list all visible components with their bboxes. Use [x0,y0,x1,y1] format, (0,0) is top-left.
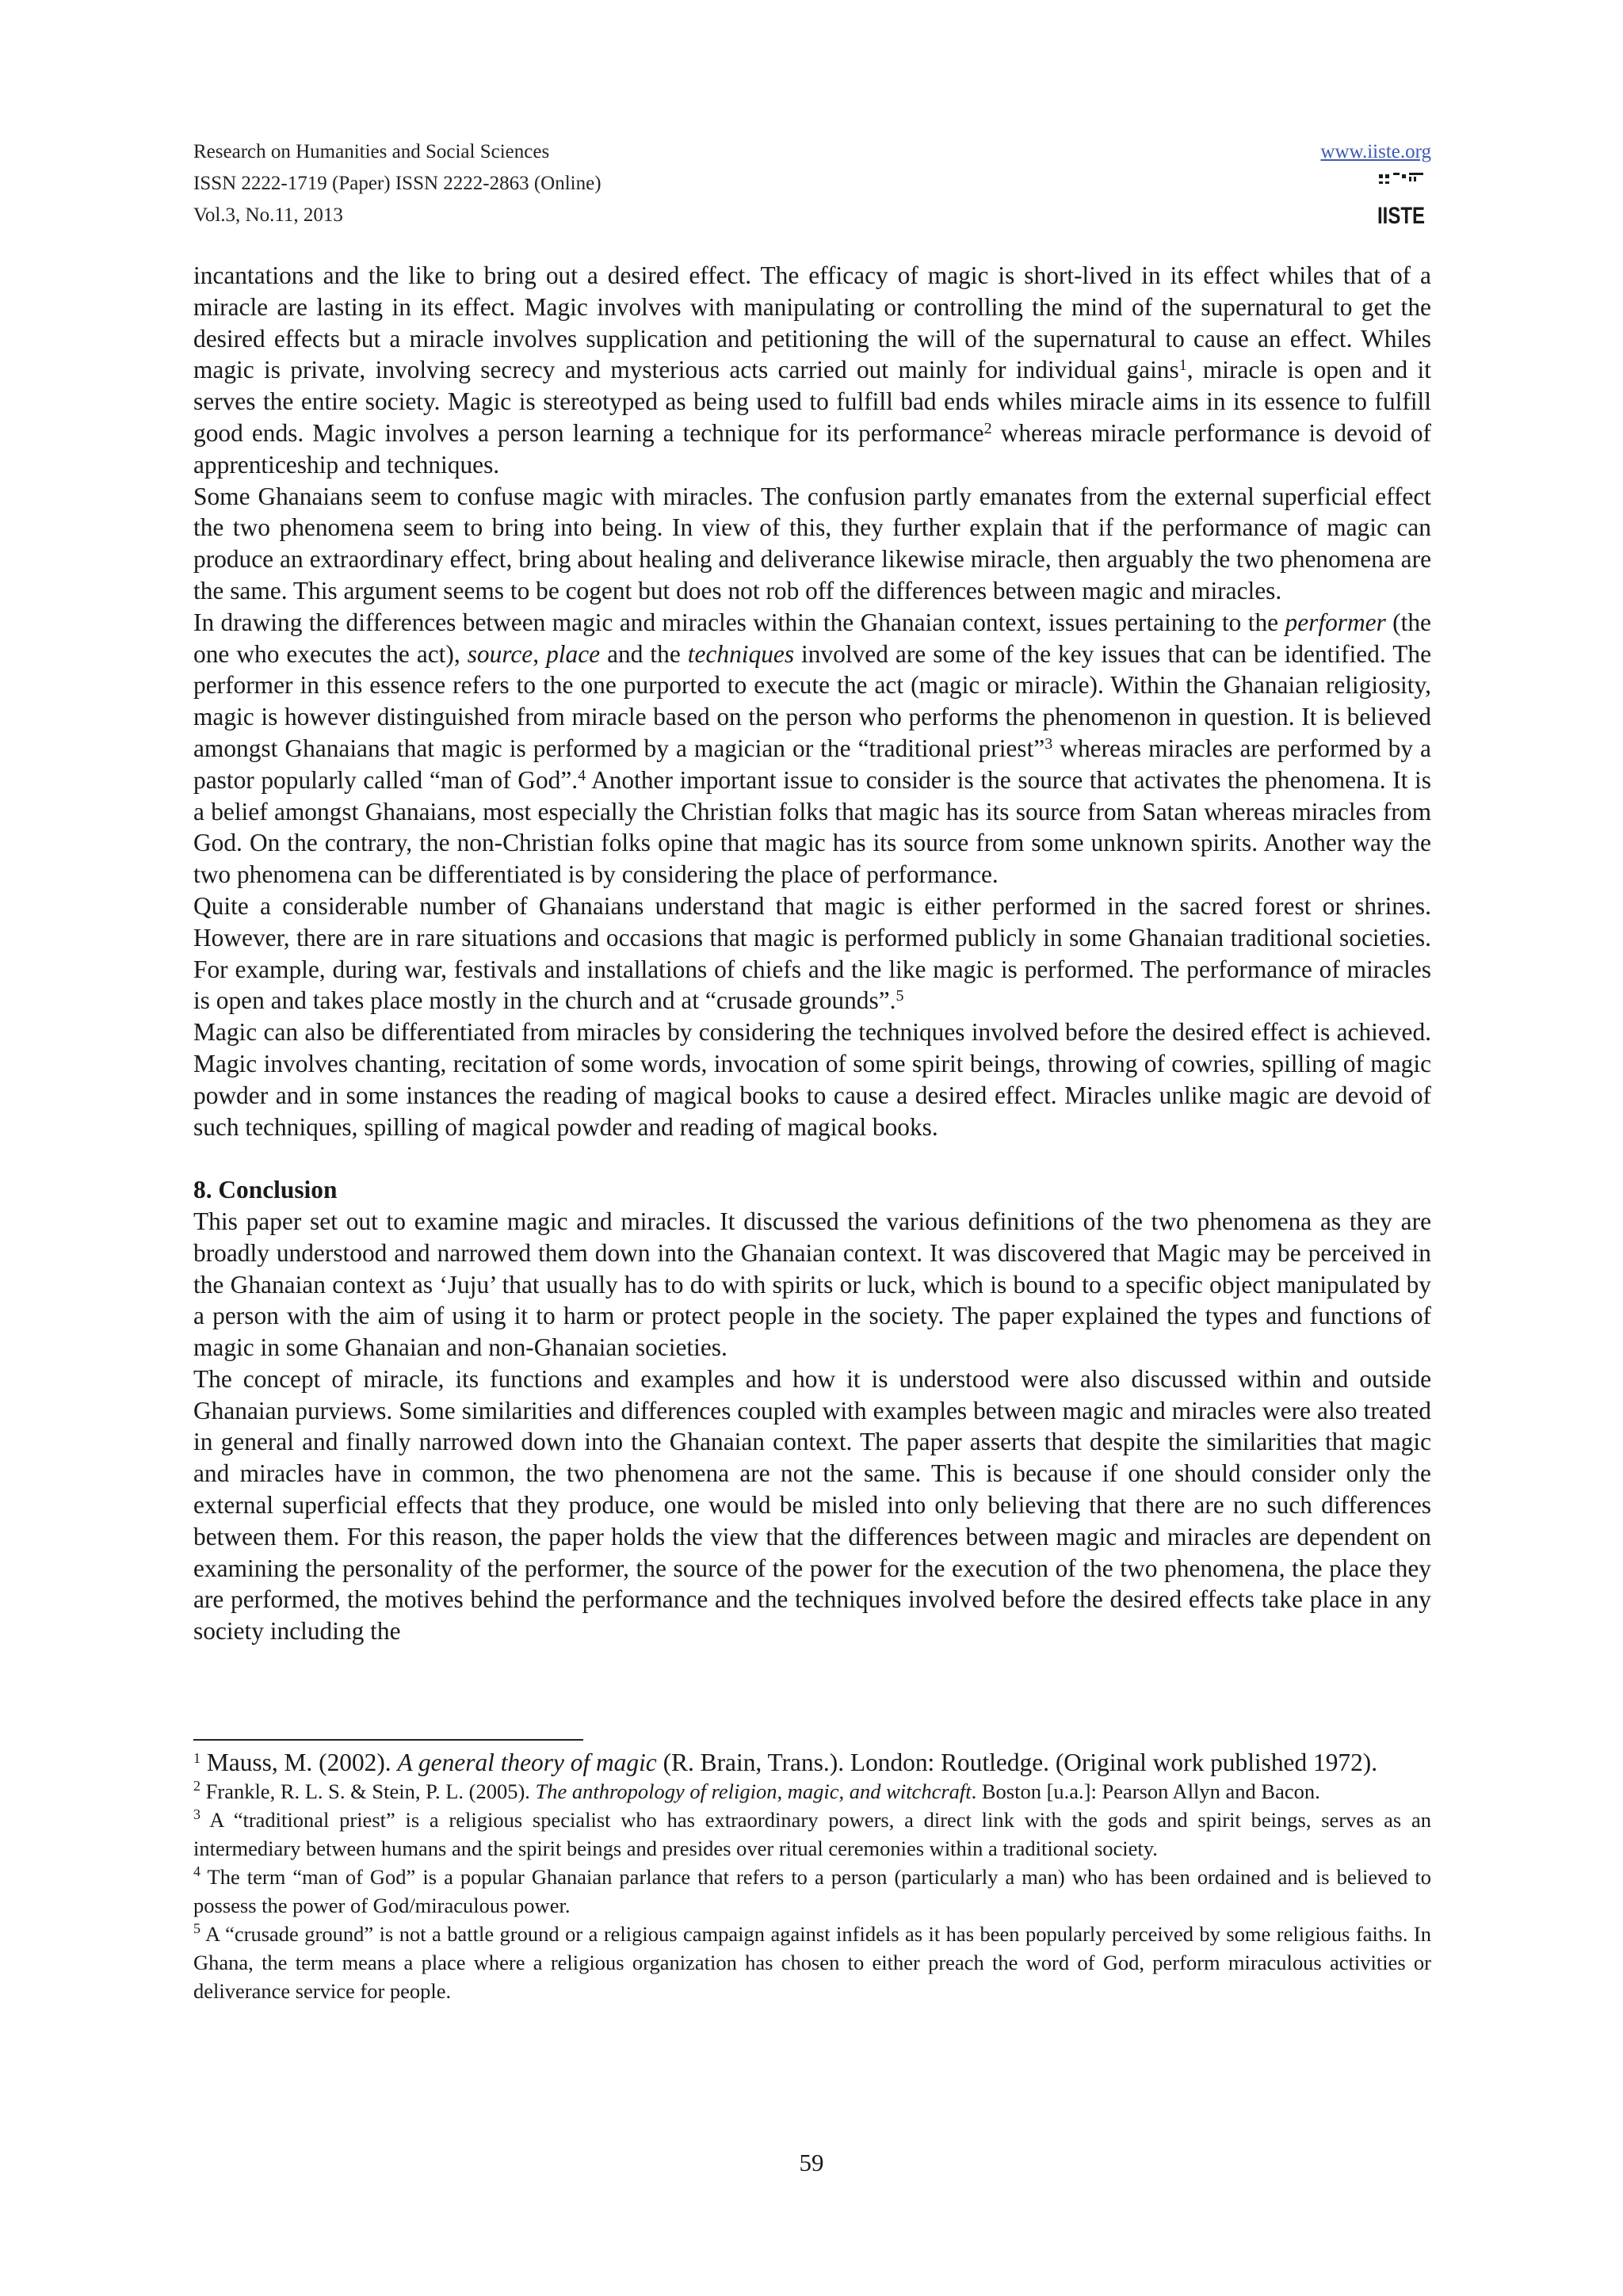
footnotes [193,1749,1431,2005]
journal-issn: ISSN 2222-1719 (Paper) ISSN 2222-2863 (Online) [193,173,601,194]
journal-volume: Vol.3, No.11, 2013 [193,204,343,226]
paragraph: Quite a considerable number of Ghanaians understand that magic is either performed in the sacred forest or shrines. However, there are in rare situations and occasions that magic is performed publicly in some Ghanaian traditional societies. For example, during war, festivals and installations of chiefs and the like magic is performed. The performance of miracles is open and takes place mostly in the church and at “crusade grounds”.$^5$ [193,891,1431,1015]
paragraph: Some Ghanaians seem to confuse magic with miracles. The confusion partly emanates from the external superficial effect the two phenomena seem to bring into being. In view of this, they further explain that if the performance of magic can produce an extraordinary effect, bring about healing and deliverance likewise miracle, then arguably the two phenomena are the same. This argument seems to be cogent but does not rob off the differences between magic and miracles. [193,482,1431,605]
journal-info [193,136,601,231]
website-link[interactable]: www.iiste.org [1320,141,1431,162]
paragraph: This paper set out to examine magic and miracles. It discussed the various definitions of the two phenomena as they are broadly understood and narrowed them down into the Ghanaian context. It was discovered that Magic may be perceived in the Ghanaian context as ‘Juju’ that usually has to do with spirits or luck, which is bound to a specific object manipulated by a person with the aim of using it to harm or protect people in the society. The paper explained the types and functions of magic in some Ghanaian and non-Ghanaian societies. [193,1207,1431,1362]
footnote-ref[interactable]: 5 [896,987,904,1005]
logo-wordmark: IISTE [1377,203,1425,229]
footnote-ref[interactable]: 2 [983,419,992,437]
footnote: $^5$ A “crusade ground” is not a battle ground or a religious campaign against infidels as it has been popularly perceived by some religious faiths. In Ghana, the term means a place where a religious organization has chosen to either preach the word of God, perform miraculous activities or deliverance service for people. [193,1920,1431,2003]
footnote: $^3$ A “traditional priest” is a religious specialist who has extraordinary powers, a direct link with the gods and spirit beings, serves as an intermediary between humans and the spirit beings and presides over ritual ceremonies within a traditional society. [193,1806,1431,1860]
footnote: $^1$ Mauss, M. (2002). A general theory of magic (R. Brain, Trans.). London: Routledge. (Original work published 1972). [193,1749,1378,1776]
paragraph: In drawing the differences between magic and miracles within the Ghanaian context, issues pertaining to the performer (the one who executes the act), source, place and the techniques involved are some of the key issues that can be identified. The performer in this essence refers to the one purported to execute the act (magic or miracle). Within the Ghanaian religiosity, magic is however distinguished from miracle based on the person who performs the phenomenon in question. It is believed amongst Ghanaians that magic is performed by a magician or the “traditional priest”$^3$ whereas miracles are performed by a pastor popularly called “man of God”.$^4$ Another important issue to consider is the source that activates the phenomena. It is a belief amongst Ghanaians, most especially the Christian folks that magic has its source from Satan whereas miracles from God. On the contrary, the non-Christian folks opine that magic has its source from some unknown spirits. Another way the two phenomena can be differentiated is by considering the place of performance. [193,608,1432,889]
journal-title: Research on Humanities and Social Sciences [193,141,550,162]
paragraph: incantations and the like to bring out a desired effect. The efficacy of magic is short-lived in its effect whiles that of a miracle are lasting in its effect. Magic involves with manipulating or controlling the mind of the supernatural to get the desired effects but a miracle involves supplication and petitioning the will of the supernatural to cause an effect. Whiles magic is private, involving secrecy and mysterious acts carried out mainly for individual gains$^1$, miracle is open and it serves the entire society. Magic is stereotyped as being used to fulfill bad ends whiles miracle aims in its essence to fulfill good ends. Magic involves a person learning a technique for its performance$^2$ whereas miracle performance is devoid of apprenticeship and techniques. [193,261,1431,479]
footnote-ref[interactable]: 4 [578,766,586,784]
footnote-ref[interactable]: 1 [1178,357,1187,375]
paragraph: The concept of miracle, its functions and examples and how it is understood were also discussed within and outside Ghanaian purviews. Some similarities and differences coupled with examples between magic and miracles were also treated in general and finally narrowed down into the Ghanaian context. The paper asserts that despite the similarities that magic and miracles have in common, the two phenomena are not the same. This is because if one should consider only the external superficial effects that they produce, one would be misled into only believing that there are no such differences between them. For this reason, the paper holds the view that the differences between magic and miracles are dependent on examining the personality of the performer, the source of the power for the execution of the two phenomena, the place they are performed, the motives behind the performance and the techniques involved before the desired effects take place in any society including the [193,1364,1431,1646]
footnote: $^2$ Frankle, R. L. S. & Stein, P. L. (2005). The anthropology of religion, magic, and witchcraft. Boston [u.a.]: Pearson Allyn and Bacon. [193,1778,1320,1803]
article-body [193,260,1431,1647]
section-heading: 8. Conclusion [193,1176,338,1204]
page-header [193,136,1431,231]
page-number: 59 [799,2149,824,2176]
footnote-ref[interactable]: 3 [1044,734,1053,753]
paragraph: Magic can also be differentiated from miracles by considering the techniques involved before the desired effect is achieved. Magic involves chanting, recitation of some words, invocation of some spirit beings, throwing of cowries, spilling of magic powder and in some instances the reading of magical books to cause a desired effect. Miracles unlike magic are devoid of such techniques, spilling of magical powder and reading of magical books. [193,1018,1431,1141]
iiste-logo-icon [1376,171,1426,228]
footnote-divider [193,1739,583,1741]
footnote: $^4$ The term “man of God” is a popular Ghanaian parlance that refers to a person (particularly a man) who has been ordained and is believed to possess the power of God/miraculous power. [193,1863,1431,1917]
